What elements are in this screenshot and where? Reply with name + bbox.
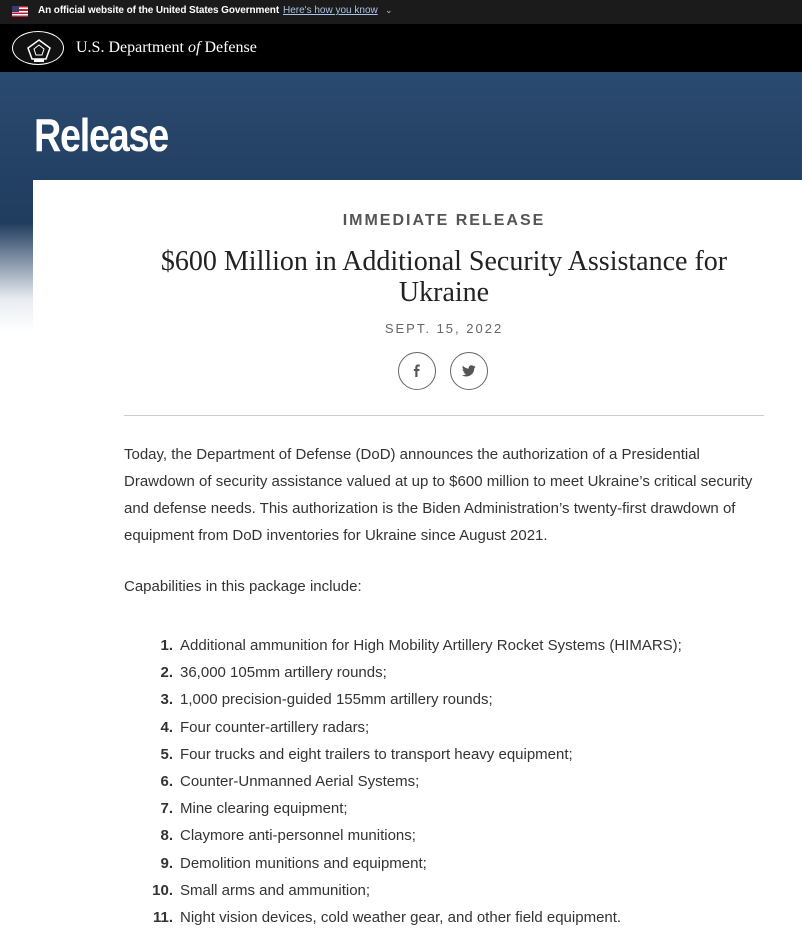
capability-item [124,822,764,849]
capability-item [124,795,764,822]
twitter-share-button[interactable] [450,352,488,390]
site-title[interactable] [76,39,257,57]
capability-number: 10. [152,881,173,899]
gov-banner [0,0,802,24]
capability-number: 9. [160,854,173,872]
article-date: SEPT. 15, 2022 [384,321,504,336]
facebook-icon [410,364,424,378]
capability-number: 3. [160,691,173,709]
capability-item [124,659,764,686]
capability-item [124,686,764,713]
capability-number: 7. [160,800,173,818]
article-paragraph: Today, the Department of Defense (DoD) announces the authorization of a Presidential Drawdown of security assistance valued at up to $600 million to meet Ukraine’s critical security and defense needs. This authorization is the Biden Administration’s twenty-first drawdown of equipment from DoD inventories for Ukraine since August 2021. [124,446,753,544]
capability-number: 8. [160,827,173,845]
capability-text: 36,000 105mm artillery rounds; [180,664,387,682]
capability-text: Four trucks and eight trailers to transport heavy equipment; [180,745,573,763]
capability-item [124,741,764,768]
article-headline: $600 Million in Additional Security Assistance for Ukraine [160,246,728,308]
article-paragraph: Capabilities in this package include: [124,578,362,595]
heres-how-you-know-link[interactable]: Here's how you know [283,5,378,16]
facebook-share-button[interactable] [398,352,436,390]
capability-text: Mine clearing equipment; [180,800,348,818]
gov-banner-text: An official website of the United States Government [38,5,280,16]
capability-text: Counter-Unmanned Aerial Systems; [180,772,420,790]
capability-text: Small arms and ammunition; [180,881,371,899]
capability-text: Claymore anti-personnel munitions; [180,827,416,845]
twitter-icon [462,365,476,377]
capability-text: Four counter-artillery radars; [180,718,370,736]
capability-number: 2. [160,664,173,682]
capability-text: Night vision devices, cold weather gear, and other field equipment. [180,908,622,926]
capability-item [124,877,764,904]
site-header [0,24,802,72]
capability-number: 11. [152,908,173,926]
us-flag-icon [12,6,28,17]
site-title-part: Defense [204,39,257,56]
capability-item [124,904,764,931]
release-kicker: IMMEDIATE RELEASE [342,212,546,229]
chevron-down-icon[interactable]: ⌄ [385,5,393,15]
site-title-part: U.S. Department [76,39,184,56]
capability-text: Demolition munitions and equipment; [180,854,427,872]
capability-text: 1,000 precision-guided 155mm artillery rounds; [180,691,493,709]
capability-number: 5. [160,745,173,763]
dod-seal-logo[interactable] [12,31,64,65]
capability-item [124,632,764,659]
site-title-of: of [187,39,201,56]
capability-text: Additional ammunition for High Mobility Artillery Rocket Systems (HIMARS); [180,637,682,654]
capability-item [124,714,764,741]
capability-number: 1. [160,637,173,654]
page-title: Release [34,109,169,161]
capability-number: 4. [160,718,173,736]
capabilities-list [124,632,764,931]
capability-item [124,768,764,795]
divider [124,415,764,416]
capability-item [124,850,764,877]
capability-number: 6. [160,772,173,790]
